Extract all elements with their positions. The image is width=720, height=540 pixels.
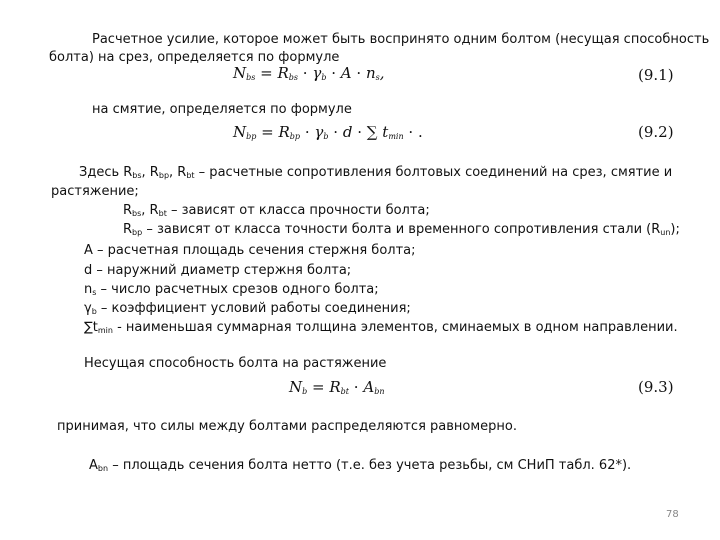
formula-number-9-2: (9.2) xyxy=(638,123,674,141)
defs-line-5: A – расчетная площадь сечения стержня болта; xyxy=(84,243,416,258)
defs-line-1: Здесь $R_{bs}$, $R_{bp}$, $R_{bt}$ – расчетные сопротивления болтовых соединений на срез, смятие и xyxy=(79,165,673,180)
smatie-text: на смятие, определяется по формуле xyxy=(92,102,352,117)
defs-line-4: $R_{bp}$ – зависят от класса точности болта и временного сопротивления стали $(R_{un})$; xyxy=(123,222,680,237)
formula-lhs: N xyxy=(233,64,247,82)
abn-definition: $A_{bn}$ – площадь сечения болта нетто (т.е. без учета резьбы, см СНиП табл. 62*). xyxy=(89,458,632,473)
intro-line-2: болта) на срез, определяется по формуле xyxy=(49,50,340,65)
defs-line-9: $\sum t_{min}$ - наименьшая суммарная толщина элементов, сминаемых в одном направлении. xyxy=(84,320,678,335)
intro-line-1: Расчетное усилие, которое может быть воспринято одним болтом (несущая способность xyxy=(92,32,710,47)
defs-line-3: $R_{bs}$, $R_{bt}$ – зависят от класса прочности болта; xyxy=(123,203,430,218)
defs-line-2: растяжение; xyxy=(51,184,139,199)
formula-number-9-1: (9.1) xyxy=(638,66,674,84)
defs-line-6: d – наружний диаметр стержня болта; xyxy=(84,263,352,278)
formula-number-9-3: (9.3) xyxy=(638,378,674,396)
tension-text: Несущая способность болта на растяжение xyxy=(84,356,387,371)
defs-line-7: $n_s$ – число расчетных срезов одного болта; xyxy=(84,282,379,297)
defs-line-8: $\gamma_b$ – коэффициент условий работы соединения; xyxy=(84,301,411,316)
assume-text: принимая, что силы между болтами распределяются равномерно. xyxy=(57,419,518,434)
page-number: 78 xyxy=(666,509,679,520)
